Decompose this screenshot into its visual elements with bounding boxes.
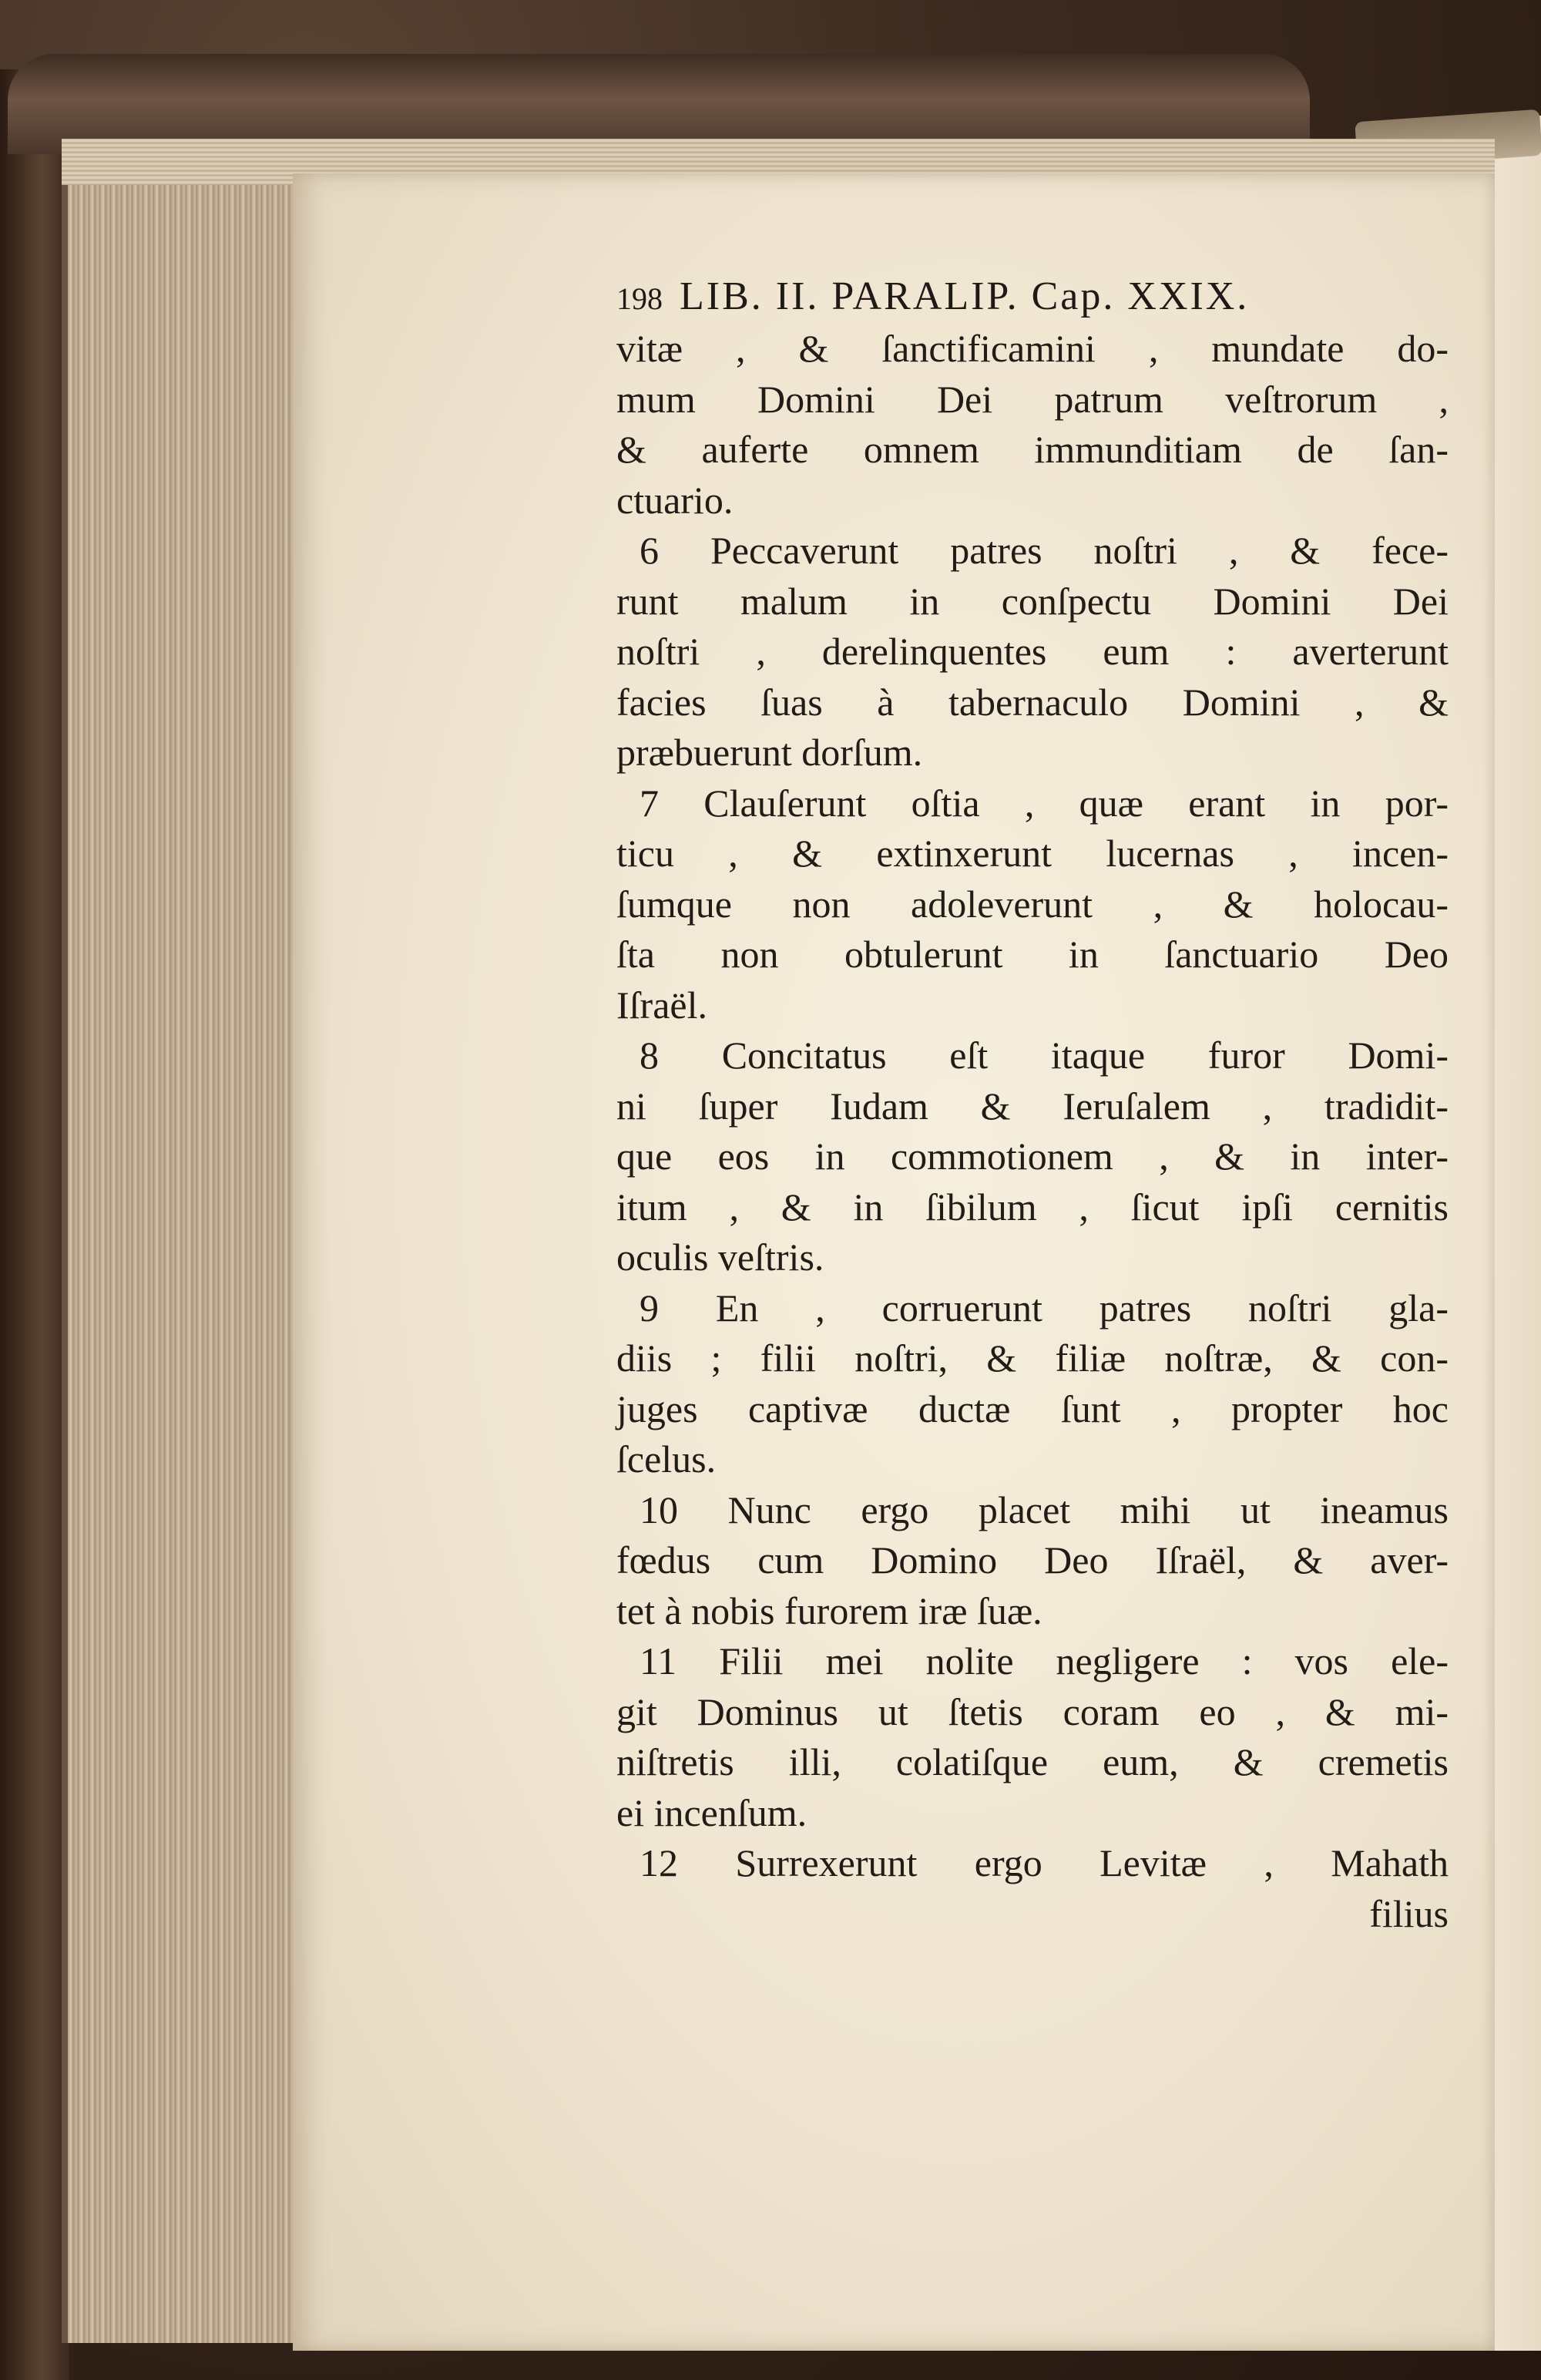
text-line: diis ; filii noſtri, & filiæ noſtræ, & con- (616, 1336, 1449, 1380)
running-head-title: LIB. II. PARALIP. Cap. XXIX. (680, 274, 1250, 318)
text-line: Iſraël. (616, 983, 707, 1027)
text-line: 7 Clauſerunt oſtia , quæ erant in por- (640, 781, 1449, 825)
text-line: juges captivæ ductæ ſunt , propter hoc (616, 1387, 1449, 1430)
running-head (616, 274, 1464, 319)
text-line: mum Domini Dei patrum veſtrorum , (616, 377, 1449, 421)
text-line: ticu , & extinxerunt lucernas , incen- (616, 832, 1449, 875)
text-line: 11 Filii mei nolite negligere : vos ele- (640, 1639, 1449, 1682)
text-line: que eos in commotionem , & in inter- (616, 1135, 1449, 1178)
text-line: 9 En , corruerunt patres noſtri gla- (640, 1286, 1449, 1330)
text-line: git Dominus ut ſtetis coram eo , & mi- (616, 1689, 1449, 1733)
text-line: fœdus cum Domino Deo Iſraël, & aver- (616, 1538, 1449, 1582)
text-line: præbuerunt dorſum. (616, 731, 923, 774)
page-number: 198 (616, 281, 663, 316)
text-line: & auferte omnem immunditiam de ſan- (616, 428, 1449, 471)
text-line: 12 Surrexerunt ergo Levitæ , Mahath (640, 1841, 1449, 1884)
text-line: runt malum in conſpectu Domini Dei (616, 579, 1449, 623)
text-line: tet à nobis furorem iræ ſuæ. (616, 1588, 1042, 1632)
text-line: ſta non obtulerunt in ſanctuario Deo (616, 933, 1449, 976)
text-line: vitæ , & ſanctificamini , mundate do- (616, 327, 1449, 370)
page-block-edges (62, 139, 299, 2343)
text-line: noſtri , derelinquentes eum : averterunt (616, 630, 1449, 673)
text-line: 8 Concitatus eſt itaque furor Domi- (640, 1034, 1449, 1077)
catchword: filius (1369, 1891, 1449, 1935)
text-line: ei incenſum. (616, 1790, 807, 1834)
text-line: facies ſuas à tabernaculo Domini , & (616, 680, 1449, 724)
text-line: ſcelus. (616, 1437, 717, 1481)
text-line: ctuario. (616, 478, 734, 522)
text-line: oculis veſtris. (616, 1235, 824, 1279)
text-line: ſumque non adoleverunt , & holocau- (616, 882, 1449, 926)
text-line: ni ſuper Iudam & Ieruſalem , tradidit- (616, 1084, 1449, 1128)
text-line: 10 Nunc ergo placet mihi ut ineamus (640, 1488, 1449, 1531)
book-cover-left (0, 69, 69, 2380)
text-line: niſtretis illi, colatiſque eum, & cremetis (616, 1740, 1449, 1783)
text-line: 6 Peccaverunt patres noſtri , & fece- (640, 529, 1449, 572)
text-line: itum , & in ſibilum , ſicut ipſi cernitis (616, 1185, 1449, 1229)
